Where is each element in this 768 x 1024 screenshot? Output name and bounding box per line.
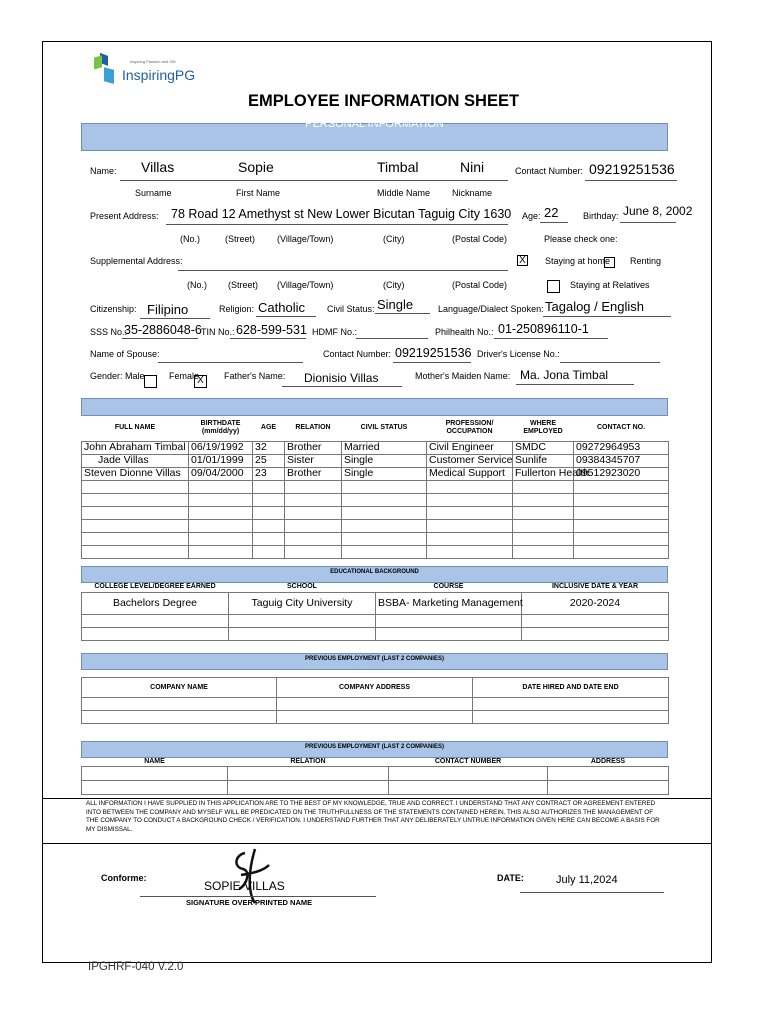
table-cell: Taguig City University (229, 592, 376, 614)
citizenship-value: Filipino (147, 302, 189, 317)
table-cell: 32 (253, 441, 285, 454)
employment-band (81, 653, 668, 670)
addr2-no-label: (No.) (187, 280, 207, 290)
table-cell: Civil Engineer (427, 441, 513, 454)
personal-info-band (81, 118, 668, 151)
staying-relatives-checkbox[interactable] (547, 280, 560, 293)
date-label: DATE: (497, 873, 524, 883)
age-value: 22 (544, 205, 559, 220)
printed-name: SOPIE VILLAS (204, 879, 285, 893)
family-header-employed: WHERE EMPLOYED (523, 420, 563, 436)
edu-header-dates: INCLUSIVE DATE & YEAR (551, 583, 639, 591)
table-cell: Customer Service (427, 454, 513, 467)
table-row (82, 441, 669, 454)
table-cell: 09384345707 (574, 454, 669, 467)
table-cell: 25 (253, 454, 285, 467)
female-checkbox[interactable]: X (194, 375, 207, 388)
table-cell: Bachelors Degree (82, 592, 229, 614)
contact-value: 09219251536 (589, 161, 675, 177)
table-row (82, 592, 669, 614)
form-code: IPGHRF-040 V.2.0 (88, 961, 184, 973)
table-cell: Jade Villas (82, 454, 189, 467)
staying-home-checkbox[interactable]: X (517, 255, 528, 266)
ref-header-relation: RELATION (290, 758, 326, 765)
references-band (81, 741, 668, 758)
spouse-contact-value: 09219251536 (395, 346, 472, 360)
present-address-value: 78 Road 12 Amethyst st New Lower Bicutan Taguig City 1630 (171, 207, 512, 221)
age-label: Age: (522, 211, 541, 221)
table-cell: Sister (285, 454, 342, 467)
logo-tagline: Inspiring Passion and Gift (130, 59, 176, 64)
logo-mark-icon (92, 50, 120, 84)
table-cell: SMDC (513, 441, 574, 454)
table-cell: Brother (285, 441, 342, 454)
addr-city-label: (City) (383, 234, 405, 244)
language-value: Tagalog / English (545, 299, 645, 314)
references-table (81, 758, 669, 795)
family-header-civil: CIVIL STATUS (360, 424, 408, 432)
family-header-birthdate: BIRTHDATE (mm/dd/yy) (200, 420, 241, 436)
surname-label: Surname (135, 188, 172, 198)
table-cell: 2020-2024 (522, 592, 669, 614)
sss-value: 35-2886048-6 (124, 323, 202, 337)
table-cell: Medical Support (427, 467, 513, 480)
table-cell: Sunlife (513, 454, 574, 467)
table-cell: 23 (253, 467, 285, 480)
addr-village-label: (Village/Town) (277, 234, 334, 244)
table-cell: Single (342, 454, 427, 467)
family-header-age: AGE (260, 424, 277, 432)
family-header-contact: CONTACT NO. (596, 424, 646, 432)
edu-header-degree: COLLEGE LEVEL/DEGREE EARNED (94, 583, 216, 591)
female-label: Female (169, 371, 200, 381)
family-header-profession: PROFESSION/ OCCUPATION (445, 420, 494, 436)
references-band-label: PREVIOUS EMPLOYMENT (LAST 2 COMPANIES) (305, 744, 444, 750)
table-cell: 06/19/1992 (189, 441, 253, 454)
renting-label: Renting (630, 256, 662, 266)
check-one-label: Please check one: (544, 234, 618, 244)
sss-label: SSS No.: (90, 327, 128, 337)
mother-value: Ma. Jona Timbal (520, 368, 609, 382)
employment-band-label: PREVIOUS EMPLOYMENT (LAST 2 COMPANIES) (305, 656, 444, 662)
table-cell: 01/01/1999 (189, 454, 253, 467)
first-name-value: Sopie (238, 159, 274, 175)
name-label: Name: (90, 166, 117, 176)
table-cell: John Abraham Timbal (82, 441, 189, 454)
emp-header-company: COMPANY NAME (82, 678, 277, 698)
present-address-label: Present Address: (90, 211, 159, 221)
supplemental-address-label: Supplemental Address: (90, 256, 183, 266)
hdmf-label: HDMF No.: (312, 327, 357, 337)
conforme-label: Conforme: (101, 873, 147, 883)
gender-label: Gender: Male (90, 371, 145, 381)
addr-street-label: (Street) (225, 234, 256, 244)
emp-header-address: COMPANY ADDRESS (277, 678, 473, 698)
education-band-label: EDUCATIONAL BACKGROUND (330, 569, 419, 575)
document-title: EMPLOYEE INFORMATION SHEET (248, 92, 520, 110)
company-logo (92, 50, 212, 86)
renting-checkbox[interactable] (604, 257, 615, 268)
addr-no-label: (No.) (180, 234, 200, 244)
ref-header-address: ADDRESS (590, 758, 626, 765)
nickname-value: Nini (460, 159, 485, 175)
table-cell: 09272964953 (574, 441, 669, 454)
father-label: Father's Name: (224, 371, 286, 381)
logo-name: InspiringPG (122, 67, 196, 83)
edu-header-course: COURSE (433, 583, 464, 591)
ref-header-contact: CONTACT NUMBER (434, 758, 502, 765)
family-band (81, 398, 668, 416)
education-table (81, 583, 669, 641)
surname-value: Villas (141, 159, 175, 175)
birthday-label: Birthday: (583, 211, 619, 221)
addr2-village-label: (Village/Town) (277, 280, 334, 290)
addr2-street-label: (Street) (228, 280, 259, 290)
philhealth-value: 01-250896110-1 (498, 322, 589, 336)
family-header-name: FULL NAME (114, 424, 156, 432)
employment-table (81, 677, 669, 724)
religion-value: Catholic (258, 300, 305, 315)
table-cell: Brother (285, 467, 342, 480)
father-value: Dionisio Villas (304, 371, 379, 385)
addr2-city-label: (City) (383, 280, 405, 290)
table-cell: 09/04/2000 (189, 467, 253, 480)
civil-status-label: Civil Status: (327, 304, 375, 314)
staying-home-label: Staying at home (545, 256, 611, 266)
first-name-label: First Name (236, 188, 281, 198)
family-header-relation: RELATION (295, 424, 331, 432)
table-cell: Single (342, 467, 427, 480)
signature-label: SIGNATURE OVER PRINTED NAME (186, 898, 313, 907)
license-label: Driver's License No.: (477, 349, 560, 359)
spouse-label: Name of Spouse: (90, 349, 160, 359)
table-cell: Steven Dionne Villas (82, 467, 189, 480)
emp-header-dates: DATE HIRED AND DATE END (473, 678, 669, 698)
mother-label: Mother's Maiden Name: (415, 371, 511, 381)
date-value: July 11,2024 (556, 874, 618, 886)
tin-label: TIN No.: (201, 327, 235, 337)
table-cell: 09512923020 (574, 467, 669, 480)
table-row (82, 454, 669, 467)
middle-name-value: Timbal (377, 159, 419, 175)
edu-header-school: SCHOOL (287, 583, 317, 591)
citizenship-label: Citizenship: (90, 304, 137, 314)
male-checkbox[interactable] (144, 375, 157, 388)
language-label: Language/Dialect Spoken: (438, 304, 544, 314)
spouse-contact-label: Contact Number: (323, 349, 392, 359)
civil-status-value: Single (377, 297, 414, 312)
birthday-value: June 8, 2002 (623, 204, 693, 218)
tin-value: 628-599-531 (236, 323, 307, 337)
table-cell: Married (342, 441, 427, 454)
contact-label: Contact Number: (515, 166, 584, 176)
education-band (81, 566, 668, 583)
nickname-label: Nickname (452, 188, 493, 198)
philhealth-label: Philhealth No.: (435, 327, 494, 337)
family-table (81, 416, 669, 559)
personal-info-header: PERSONAL INFORMATION (305, 118, 444, 130)
staying-relatives-label: Staying at Relatives (570, 280, 650, 290)
addr2-postal-label: (Postal Code) (452, 280, 508, 290)
disclaimer-text: ALL INFORMATION I HAVE SUPPLIED IN THIS APPLICATION ARE TO THE BEST OF MY KNOWLEDGE, TRUE AND CORRECT. I UNDERSTAND THAT ANY CONTRACT OR AGREEMENT ENTERED INTO BETWEEN THE COMPANY AND MYSELF WILL BE PREDICATED ON THE TRUTHFULLNESS OF THE STATEMENTS CONTAINED HEREIN. THIS ALSO AUTHORIZES THE MANAGEMENT OF THE COMPANY TO CONDUCT A BACKGROUND CHECK / VERIFICATION. I UNDERSTAND FURTHER THAT ANY DELIBERATELY UNTRUE INFORMATION GIVEN HERE CAN BECOME A BASIS FOR MY DISMISSAL. (86, 800, 660, 833)
middle-name-label: Middle Name (377, 188, 431, 198)
addr-postal-label: (Postal Code) (452, 234, 508, 244)
table-cell: BSBA- Marketing Management (376, 592, 522, 614)
ref-header-name: NAME (144, 758, 165, 765)
religion-label: Religion: (219, 304, 255, 314)
table-cell: Fullerton Health (513, 467, 574, 480)
table-row (82, 467, 669, 480)
